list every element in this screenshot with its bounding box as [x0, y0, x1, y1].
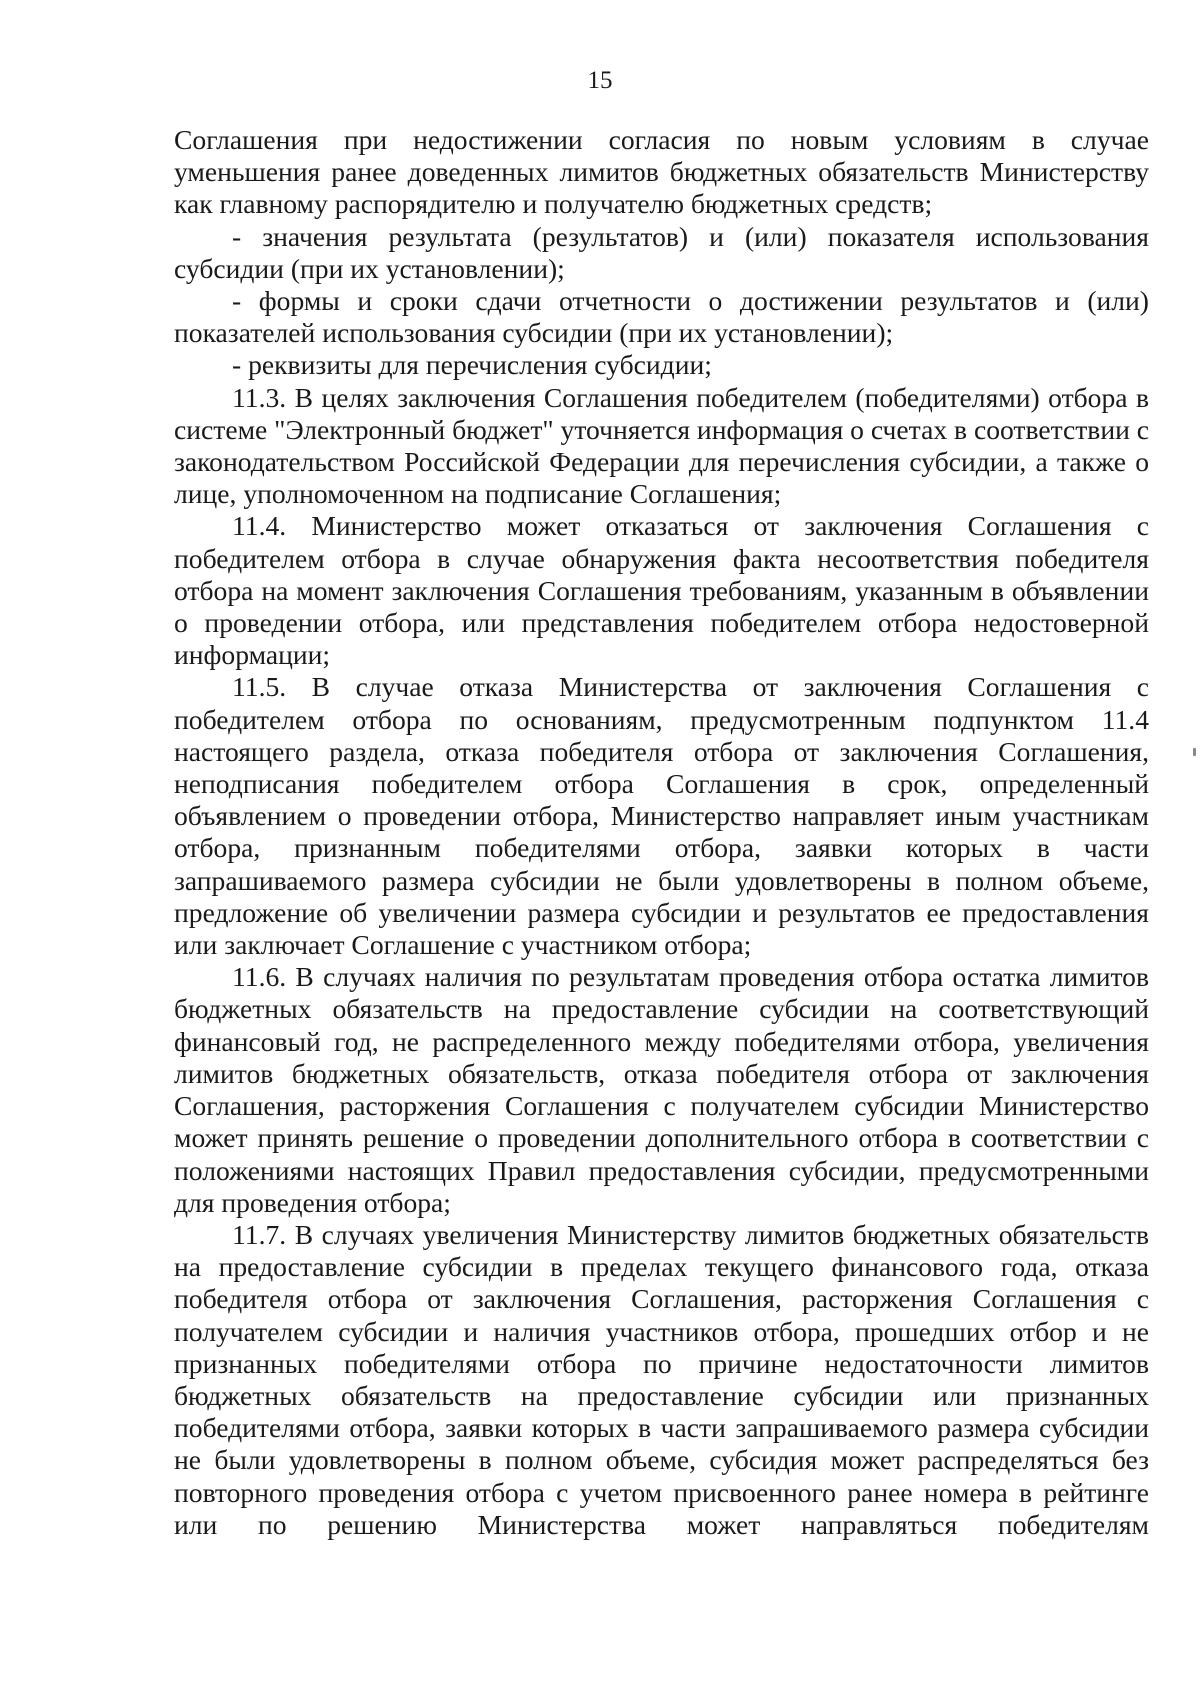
list-item-result-values: - значения результата (результатов) и (или) показателя использования субсидии (при их установлении);: [174, 220, 1149, 284]
clause-11-3: 11.3. В целях заключения Соглашения победителем (победителями) отбора в системе "Электронный бюджет" уточняется информация о счетах в соответствии с законодательством Российской Федерации для перечисления субсидии, а также о лице, уполномоченном на подписание Соглашения;: [174, 381, 1150, 510]
list-item-payment-details: - реквизиты для перечисления субсидии;: [232, 349, 712, 381]
clause-11-5: 11.5. В случае отказа Министерства от заключения Соглашения с победителем отбора по основаниям, предусмотренным подпунктом 11.4 настоящего раздела, отказа победителя отбора от заключения Соглашения, неподписания победителем отбора Соглашения в срок, определенный объявлением о проведении отбора, Министерство направляет иным участникам отбора, признанным победителями отбора, заявки которых в части запрашиваемого размера субсидии не были удовлетворены в полном объеме, предложение об увеличении размера субсидии и результатов ее предоставления или заключает Соглашение с участником отбора;: [174, 671, 1149, 961]
list-item-reporting-forms: - формы и сроки сдачи отчетности о достижении результатов и (или) показателей использования субсидии (при их установлении);: [174, 285, 1149, 349]
document-body: [174, 124, 1149, 1541]
clause-11-7: 11.7. В случаях увеличения Министерству лимитов бюджетных обязательств на предоставление субсидии в пределах текущего финансового года, отказа победителя отбора от заключения Соглашения, расторжения Соглашения с получателем субсидии и наличия участников отбора, прошедших отбор и не признанных победителями отбора по причине недостаточности лимитов бюджетных обязательств на предоставление субсидии или признанных победителями отбора, заявки которых в части запрашиваемого размера субсидии не были удовлетворены в полном объеме, субсидия может распределяться без повторного проведения отбора с учетом присвоенного ранее номера в рейтинге или по решению Министерства может направляться победителям: [174, 1218, 1149, 1540]
paragraph-continuation: Соглашения при недостижении согласия по новым условиям в случае уменьшения ранее доведенных лимитов бюджетных обязательств Министерству как главному распорядителю и получателю бюджетных средств;: [174, 124, 1149, 220]
clause-11-4: 11.4. Министерство может отказаться от заключения Соглашения с победителем отбора в случае обнаружения факта несоответствия победителя отбора на момент заключения Соглашения требованиям, указанным в объявлении о проведении отбора, или представления победителем отбора недостоверной информации;: [174, 510, 1149, 671]
scan-artifact: [1193, 748, 1196, 756]
page-number: 15: [587, 67, 613, 94]
clause-11-6: 11.6. В случаях наличия по результатам проведения отбора остатка лимитов бюджетных обязательств на предоставление субсидии на соответствующий финансовый год, не распределенного между победителями отбора, увеличения лимитов бюджетных обязательств, отказа победителя отбора от заключения Соглашения, расторжения Соглашения с получателем субсидии Министерство может принять решение о проведении дополнительного отбора в соответствии с положениями настоящих Правил предоставления субсидии, предусмотренными для проведения отбора;: [174, 961, 1149, 1218]
